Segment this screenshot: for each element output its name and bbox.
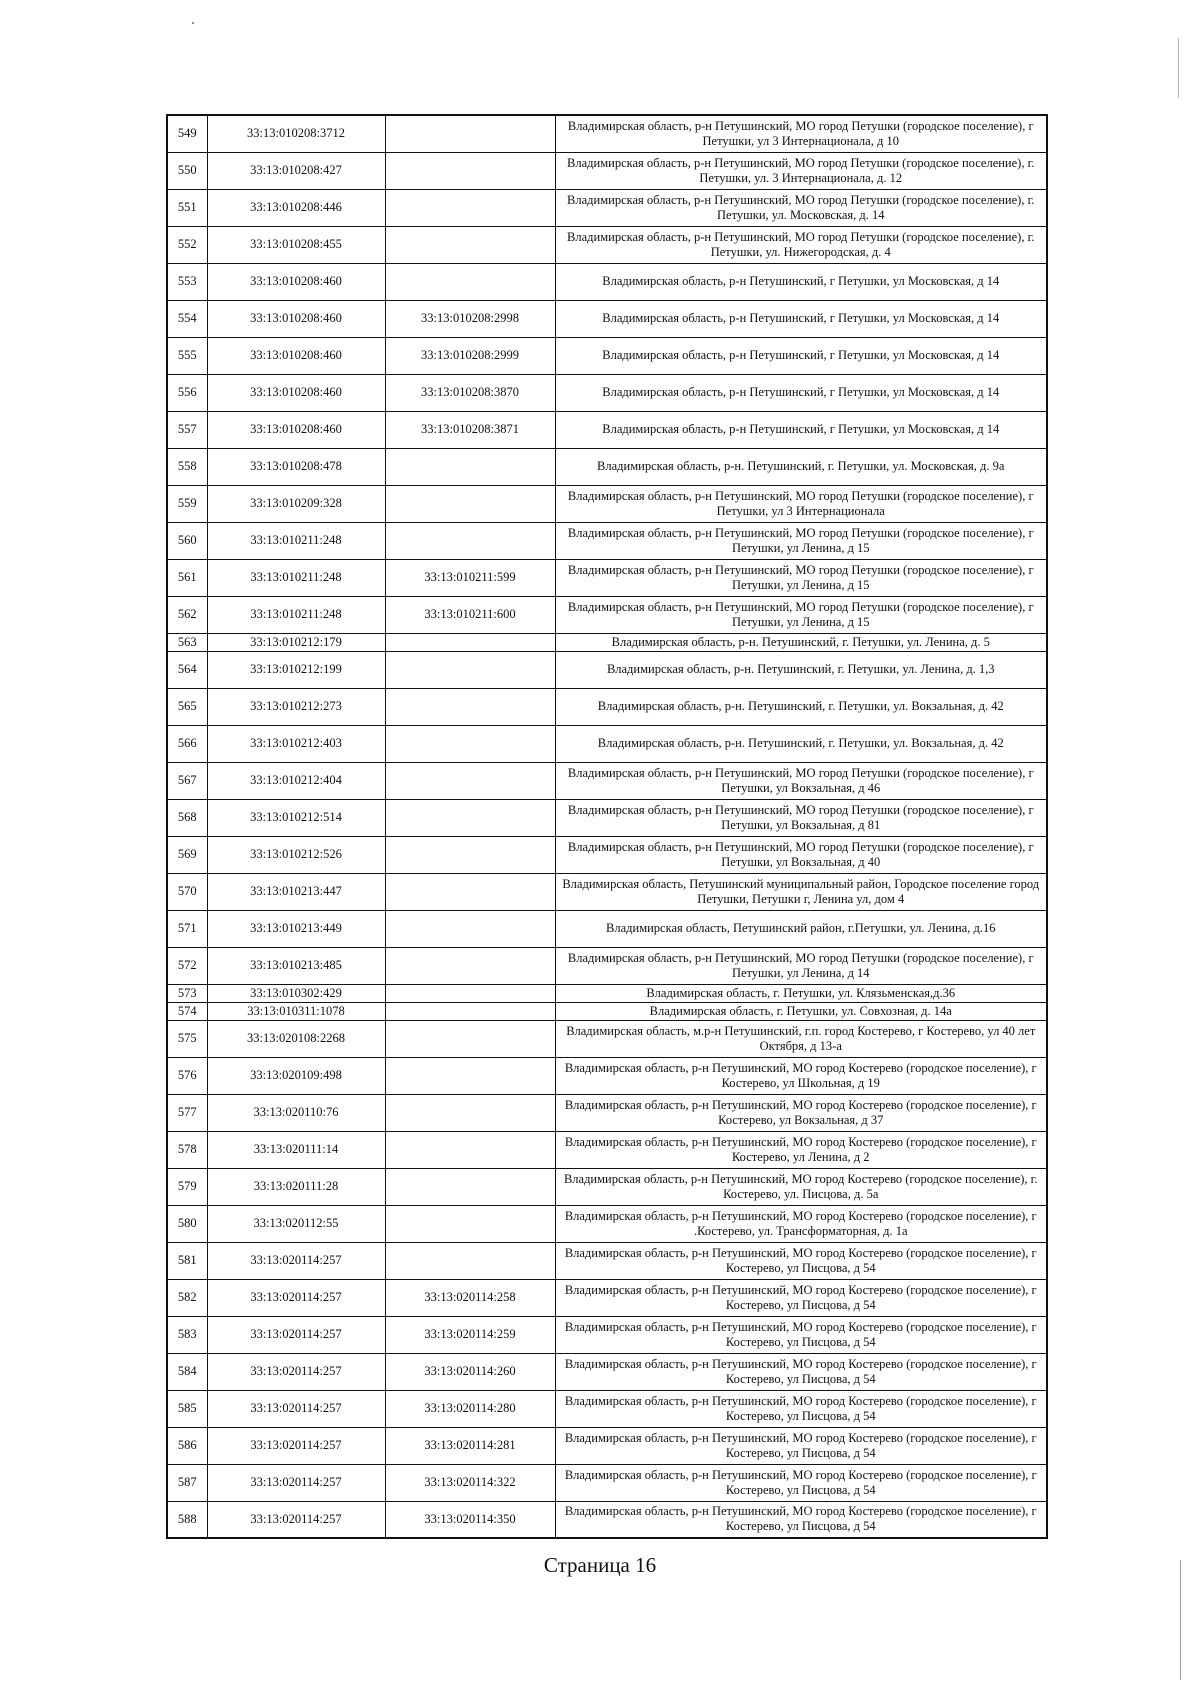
table-row	[167, 1279, 1047, 1316]
cadastral-number: 33:13:010208:460	[207, 300, 385, 337]
page-number: Страница 16	[543, 1553, 657, 1577]
table-row	[167, 1168, 1047, 1205]
row-number: 550	[167, 152, 207, 189]
cadastral-number: 33:13:010212:526	[207, 836, 385, 873]
sub-cadastral-number	[385, 799, 555, 836]
property-list-table	[166, 114, 1048, 1539]
address: Владимирская область, р-н Петушинский, МО город Костерево (городское поселение), г Костерево, ул Вокзальная, д 37	[555, 1094, 1047, 1131]
row-number: 582	[167, 1279, 207, 1316]
sub-cadastral-number	[385, 836, 555, 873]
cadastral-number: 33:13:020114:257	[207, 1316, 385, 1353]
sub-cadastral-number: 33:13:010208:3870	[385, 374, 555, 411]
sub-cadastral-number: 33:13:020114:259	[385, 1316, 555, 1353]
sub-cadastral-number	[385, 115, 555, 152]
table-row	[167, 596, 1047, 633]
cadastral-number: 33:13:010211:248	[207, 559, 385, 596]
row-number: 563	[167, 633, 207, 651]
sub-cadastral-number	[385, 263, 555, 300]
row-number: 566	[167, 725, 207, 762]
address: Владимирская область, р-н Петушинский, г Петушки, ул Московская, д 14	[555, 337, 1047, 374]
table-row	[167, 1020, 1047, 1057]
row-number: 568	[167, 799, 207, 836]
sub-cadastral-number	[385, 688, 555, 725]
sub-cadastral-number: 33:13:010208:2999	[385, 337, 555, 374]
address: Владимирская область, р-н Петушинский, МО город Костерево (городское поселение), г Костерево, ул Ленина, д 2	[555, 1131, 1047, 1168]
row-number: 559	[167, 485, 207, 522]
row-number: 574	[167, 1002, 207, 1020]
cadastral-number: 33:13:010212:404	[207, 762, 385, 799]
sub-cadastral-number	[385, 910, 555, 947]
table-row	[167, 1501, 1047, 1538]
cadastral-number: 33:13:010212:199	[207, 651, 385, 688]
sub-cadastral-number	[385, 873, 555, 910]
scan-edge-mark	[1178, 38, 1179, 98]
table-row	[167, 910, 1047, 947]
cadastral-number: 33:13:010211:248	[207, 522, 385, 559]
sub-cadastral-number: 33:13:020114:280	[385, 1390, 555, 1427]
table-row	[167, 1094, 1047, 1131]
row-number: 570	[167, 873, 207, 910]
table-row	[167, 1002, 1047, 1020]
cadastral-number: 33:13:020114:257	[207, 1501, 385, 1538]
cadastral-number: 33:13:020111:14	[207, 1131, 385, 1168]
row-number: 581	[167, 1242, 207, 1279]
address: Владимирская область, м.р-н Петушинский, г.п. город Костерево, г Костерево, ул 40 лет Октября, д 13-а	[555, 1020, 1047, 1057]
address: Владимирская область, р-н Петушинский, МО город Костерево (городское поселение), г. Костерево, ул. Писцова, д. 5а	[555, 1168, 1047, 1205]
table-row	[167, 1057, 1047, 1094]
sub-cadastral-number: 33:13:010208:3871	[385, 411, 555, 448]
table-row	[167, 1464, 1047, 1501]
address: Владимирская область, р-н Петушинский, г Петушки, ул Московская, д 14	[555, 411, 1047, 448]
cadastral-number: 33:13:020114:257	[207, 1279, 385, 1316]
row-number: 579	[167, 1168, 207, 1205]
address: Владимирская область, р-н Петушинский, МО город Костерево (городское поселение), г Костерево, ул Писцова, д 54	[555, 1242, 1047, 1279]
address: Владимирская область, р-н Петушинский, г Петушки, ул Московская, д 14	[555, 374, 1047, 411]
sub-cadastral-number	[385, 448, 555, 485]
cadastral-number: 33:13:010212:273	[207, 688, 385, 725]
table-row	[167, 1390, 1047, 1427]
row-number: 551	[167, 189, 207, 226]
sub-cadastral-number	[385, 189, 555, 226]
table-row	[167, 873, 1047, 910]
sub-cadastral-number	[385, 1205, 555, 1242]
cadastral-number: 33:13:010212:403	[207, 725, 385, 762]
sub-cadastral-number	[385, 1242, 555, 1279]
address: Владимирская область, р-н Петушинский, МО город Костерево (городское поселение), г Костерево, ул Писцова, д 54	[555, 1316, 1047, 1353]
address: Владимирская область, р-н Петушинский, МО город Петушки (городское поселение), г Петушки, ул Ленина, д 15	[555, 522, 1047, 559]
cadastral-number: 33:13:010208:460	[207, 337, 385, 374]
cadastral-number: 33:13:020114:257	[207, 1242, 385, 1279]
address: Владимирская область, р-н Петушинский, МО город Костерево (городское поселение), г Костерево, ул Писцова, д 54	[555, 1501, 1047, 1538]
sub-cadastral-number	[385, 1094, 555, 1131]
table-row	[167, 374, 1047, 411]
address: Владимирская область, р-н Петушинский, МО город Петушки (городское поселение), г Петушки, ул 3 Интернационала, д 10	[555, 115, 1047, 152]
row-number: 553	[167, 263, 207, 300]
address: Владимирская область, р-н Петушинский, МО город Костерево (городское поселение), г Костерево, ул Писцова, д 54	[555, 1353, 1047, 1390]
address: Владимирская область, р-н Петушинский, МО город Костерево (городское поселение), г Костерево, ул Писцова, д 54	[555, 1279, 1047, 1316]
sub-cadastral-number: 33:13:020114:350	[385, 1501, 555, 1538]
row-number: 554	[167, 300, 207, 337]
sub-cadastral-number	[385, 1168, 555, 1205]
address: Владимирская область, р-н Петушинский, МО город Петушки (городское поселение), г. Петушки, ул. Нижегородская, д. 4	[555, 226, 1047, 263]
address: Владимирская область, р-н Петушинский, г Петушки, ул Московская, д 14	[555, 263, 1047, 300]
address: Владимирская область, Петушинский муниципальный район, Городское поселение город Петушки, Петушки г, Ленина ул, дом 4	[555, 873, 1047, 910]
table-row	[167, 947, 1047, 984]
table-row	[167, 559, 1047, 596]
sub-cadastral-number	[385, 152, 555, 189]
address: Владимирская область, р-н Петушинский, МО город Петушки (городское поселение), г Петушки, ул Ленина, д 15	[555, 596, 1047, 633]
cadastral-number: 33:13:010208:460	[207, 411, 385, 448]
sub-cadastral-number: 33:13:010211:600	[385, 596, 555, 633]
sub-cadastral-number	[385, 522, 555, 559]
table-row	[167, 411, 1047, 448]
cadastral-number: 33:13:010213:449	[207, 910, 385, 947]
address: Владимирская область, р-н. Петушинский, г. Петушки, ул. Вокзальная, д. 42	[555, 688, 1047, 725]
address: Владимирская область, р-н. Петушинский, г. Петушки, ул. Вокзальная, д. 42	[555, 725, 1047, 762]
table-row	[167, 984, 1047, 1002]
row-number: 572	[167, 947, 207, 984]
sub-cadastral-number	[385, 485, 555, 522]
cadastral-number: 33:13:010208:427	[207, 152, 385, 189]
scan-dot	[192, 22, 194, 24]
sub-cadastral-number	[385, 226, 555, 263]
row-number: 578	[167, 1131, 207, 1168]
row-number: 575	[167, 1020, 207, 1057]
cadastral-number: 33:13:010208:460	[207, 263, 385, 300]
table-row	[167, 633, 1047, 651]
table-row	[167, 762, 1047, 799]
row-number: 558	[167, 448, 207, 485]
cadastral-number: 33:13:010302:429	[207, 984, 385, 1002]
table-row	[167, 688, 1047, 725]
sub-cadastral-number: 33:13:020114:258	[385, 1279, 555, 1316]
address: Владимирская область, Петушинский район, г.Петушки, ул. Ленина, д.16	[555, 910, 1047, 947]
address: Владимирская область, р-н Петушинский, МО город Костерево (городское поселение), г .Костерево, ул. Трансформаторная, д. 1а	[555, 1205, 1047, 1242]
cadastral-number: 33:13:010212:179	[207, 633, 385, 651]
address: Владимирская область, р-н Петушинский, МО город Петушки (городское поселение), г Петушки, ул Вокзальная, д 40	[555, 836, 1047, 873]
table-row	[167, 725, 1047, 762]
row-number: 587	[167, 1464, 207, 1501]
table-row	[167, 115, 1047, 152]
address: Владимирская область, р-н. Петушинский, г. Петушки, ул. Ленина, д. 1,3	[555, 651, 1047, 688]
address: Владимирская область, р-н. Петушинский, г. Петушки, ул. Ленина, д. 5	[555, 633, 1047, 651]
scan-edge-mark	[1180, 1560, 1181, 1680]
address: Владимирская область, р-н Петушинский, МО город Костерево (городское поселение), г Костерево, ул Писцова, д 54	[555, 1390, 1047, 1427]
address: Владимирская область, р-н Петушинский, МО город Петушки (городское поселение), г. Петушки, ул. Московская, д. 14	[555, 189, 1047, 226]
address: Владимирская область, р-н. Петушинский, г. Петушки, ул. Московская, д. 9а	[555, 448, 1047, 485]
address: Владимирская область, р-н Петушинский, МО город Костерево (городское поселение), г Костерево, ул Писцова, д 54	[555, 1427, 1047, 1464]
sub-cadastral-number	[385, 1002, 555, 1020]
table-row	[167, 189, 1047, 226]
cadastral-number: 33:13:020109:498	[207, 1057, 385, 1094]
sub-cadastral-number	[385, 762, 555, 799]
table-row	[167, 1353, 1047, 1390]
address: Владимирская область, г. Петушки, ул. Совхозная, д. 14а	[555, 1002, 1047, 1020]
sub-cadastral-number: 33:13:020114:322	[385, 1464, 555, 1501]
sub-cadastral-number	[385, 633, 555, 651]
address: Владимирская область, р-н Петушинский, МО город Костерево (городское поселение), г Костерево, ул Школьная, д 19	[555, 1057, 1047, 1094]
cadastral-number: 33:13:010213:485	[207, 947, 385, 984]
cadastral-number: 33:13:010211:248	[207, 596, 385, 633]
cadastral-number: 33:13:010208:478	[207, 448, 385, 485]
address: Владимирская область, г. Петушки, ул. Клязьменская,д.36	[555, 984, 1047, 1002]
cadastral-number: 33:13:010208:3712	[207, 115, 385, 152]
row-number: 585	[167, 1390, 207, 1427]
cadastral-number: 33:13:020114:257	[207, 1427, 385, 1464]
table-row	[167, 226, 1047, 263]
sub-cadastral-number: 33:13:020114:260	[385, 1353, 555, 1390]
table-row	[167, 152, 1047, 189]
sub-cadastral-number	[385, 651, 555, 688]
row-number: 577	[167, 1094, 207, 1131]
row-number: 588	[167, 1501, 207, 1538]
sub-cadastral-number: 33:13:010211:599	[385, 559, 555, 596]
row-number: 576	[167, 1057, 207, 1094]
table-row	[167, 1242, 1047, 1279]
sub-cadastral-number	[385, 984, 555, 1002]
sub-cadastral-number: 33:13:020114:281	[385, 1427, 555, 1464]
cadastral-number: 33:13:010311:1078	[207, 1002, 385, 1020]
row-number: 560	[167, 522, 207, 559]
table-row	[167, 300, 1047, 337]
row-number: 584	[167, 1353, 207, 1390]
row-number: 583	[167, 1316, 207, 1353]
row-number: 555	[167, 337, 207, 374]
table-row	[167, 1131, 1047, 1168]
table-row	[167, 651, 1047, 688]
row-number: 567	[167, 762, 207, 799]
row-number: 562	[167, 596, 207, 633]
address: Владимирская область, р-н Петушинский, г Петушки, ул Московская, д 14	[555, 300, 1047, 337]
cadastral-number: 33:13:010212:514	[207, 799, 385, 836]
table-row	[167, 1316, 1047, 1353]
row-number: 561	[167, 559, 207, 596]
row-number: 556	[167, 374, 207, 411]
cadastral-number: 33:13:020114:257	[207, 1353, 385, 1390]
cadastral-number: 33:13:010208:446	[207, 189, 385, 226]
row-number: 580	[167, 1205, 207, 1242]
table-body	[167, 115, 1047, 1538]
cadastral-number: 33:13:020110:76	[207, 1094, 385, 1131]
sub-cadastral-number	[385, 1131, 555, 1168]
row-number: 557	[167, 411, 207, 448]
cadastral-number: 33:13:020112:55	[207, 1205, 385, 1242]
sub-cadastral-number: 33:13:010208:2998	[385, 300, 555, 337]
sub-cadastral-number	[385, 1057, 555, 1094]
table-row	[167, 799, 1047, 836]
row-number: 571	[167, 910, 207, 947]
table-row	[167, 337, 1047, 374]
cadastral-number: 33:13:020111:28	[207, 1168, 385, 1205]
cadastral-number: 33:13:010213:447	[207, 873, 385, 910]
sub-cadastral-number	[385, 725, 555, 762]
table-row	[167, 522, 1047, 559]
cadastral-number: 33:13:010208:460	[207, 374, 385, 411]
table-row	[167, 836, 1047, 873]
cadastral-number: 33:13:020108:2268	[207, 1020, 385, 1057]
address: Владимирская область, р-н Петушинский, МО город Петушки (городское поселение), г Петушки, ул Вокзальная, д 46	[555, 762, 1047, 799]
row-number: 573	[167, 984, 207, 1002]
address: Владимирская область, р-н Петушинский, МО город Петушки (городское поселение), г Петушки, ул Ленина, д 15	[555, 559, 1047, 596]
address: Владимирская область, р-н Петушинский, МО город Петушки (городское поселение), г Петушки, ул Ленина, д 14	[555, 947, 1047, 984]
address: Владимирская область, р-н Петушинский, МО город Петушки (городское поселение), г Петушки, ул Вокзальная, д 81	[555, 799, 1047, 836]
cadastral-number: 33:13:010208:455	[207, 226, 385, 263]
table-row	[167, 485, 1047, 522]
row-number: 564	[167, 651, 207, 688]
sub-cadastral-number	[385, 1020, 555, 1057]
cadastral-number: 33:13:020114:257	[207, 1390, 385, 1427]
address: Владимирская область, р-н Петушинский, МО город Петушки (городское поселение), г. Петушки, ул. 3 Интернационала, д. 12	[555, 152, 1047, 189]
row-number: 549	[167, 115, 207, 152]
table-row	[167, 448, 1047, 485]
row-number: 565	[167, 688, 207, 725]
sub-cadastral-number	[385, 947, 555, 984]
row-number: 569	[167, 836, 207, 873]
cadastral-number: 33:13:020114:257	[207, 1464, 385, 1501]
table-row	[167, 1427, 1047, 1464]
cadastral-number: 33:13:010209:328	[207, 485, 385, 522]
row-number: 552	[167, 226, 207, 263]
table-row	[167, 1205, 1047, 1242]
row-number: 586	[167, 1427, 207, 1464]
address: Владимирская область, р-н Петушинский, МО город Костерево (городское поселение), г Костерево, ул Писцова, д 54	[555, 1464, 1047, 1501]
table-row	[167, 263, 1047, 300]
address: Владимирская область, р-н Петушинский, МО город Петушки (городское поселение), г Петушки, ул 3 Интернационала	[555, 485, 1047, 522]
